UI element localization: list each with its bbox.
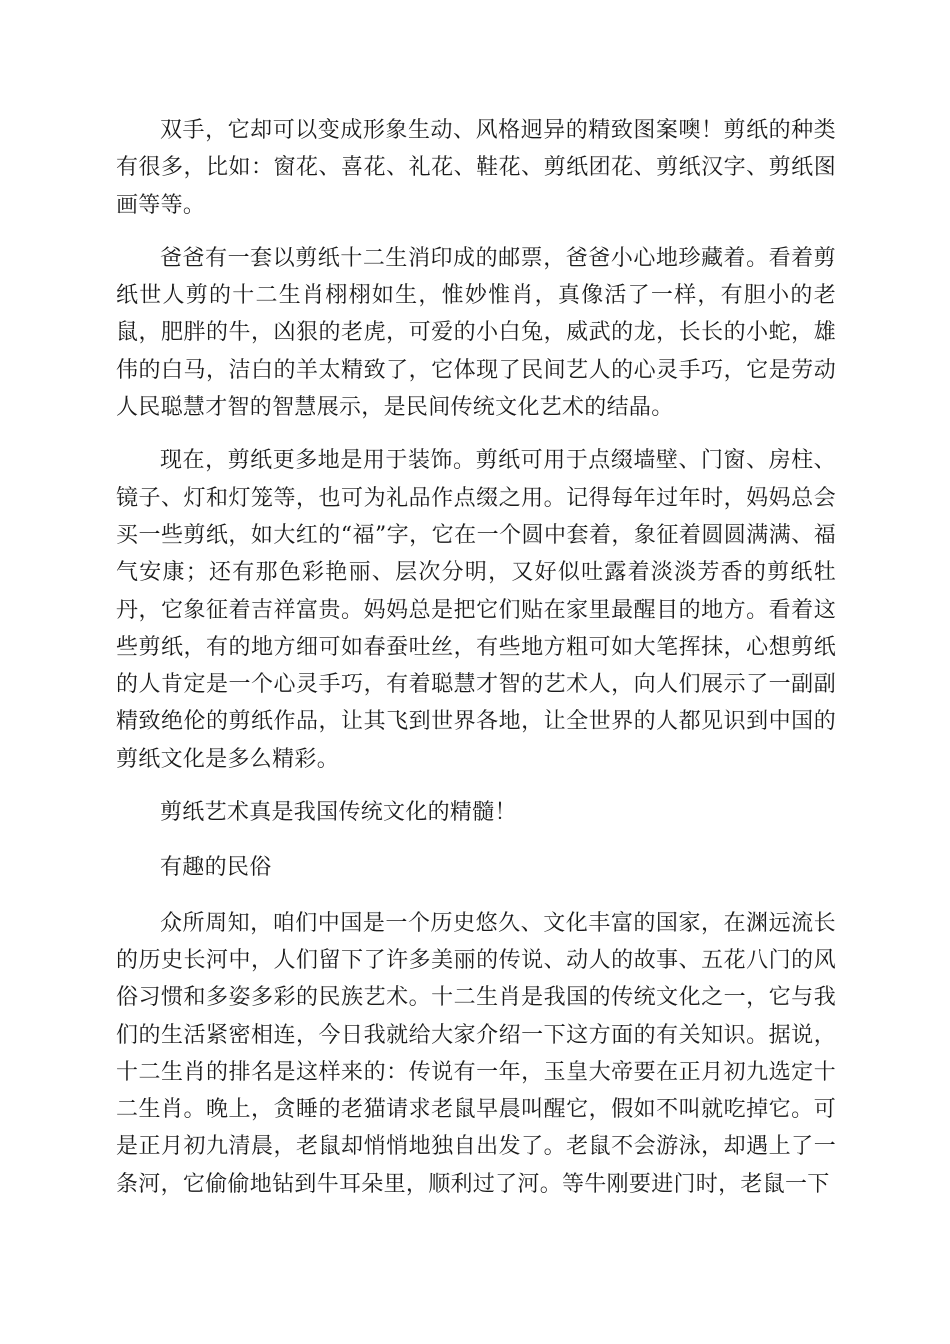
paragraph-papercut-essence: 剪纸艺术真是我国传统文化的精髓！: [160, 800, 517, 826]
paragraph-zodiac-legend: 众所周知，咱们中国是一个历史悠久、文化丰富的国家，在渊远流长的历史长河中，人们留下了许多美丽的传说、动人的故事、五花八门的风俗习惯和多姿多彩的民族艺术。十二生肖是我国的传统文化之一，它与我们的生活紧密相连，今日我就给大家介绍一下这方面的有关知识。据说，十二生肖的排名是这样来的：传说有一年，玉皇大帝要在正月初九选定十二生肖。晚上，贪睡的老猫请求老鼠早晨叫醒它，假如不叫就吃掉它。可是正月初九清晨，老鼠却悄悄地独自出发了。老鼠不会游泳，却遇上了一条河，它偷偷地钻到牛耳朵里，顺利过了河。等牛刚要进门时，老鼠一下: [116, 910, 836, 1197]
document-body: [116, 112, 836, 1219]
section-heading-folk-customs: 有趣的民俗: [160, 855, 272, 881]
paragraph-papercut-types: 双手，它却可以变成形象生动、风格迥异的精致图案噢！剪纸的种类有很多，比如：窗花、喜花、礼花、鞋花、剪纸团花、剪纸汉字、剪纸图画等等。: [116, 118, 836, 218]
paragraph-papercut-decoration: 现在，剪纸更多地是用于装饰。剪纸可用于点缀墙壁、门窗、房柱、镜子、灯和灯笼等，也可为礼品作点缀之用。记得每年过年时，妈妈总会买一些剪纸，如大红的“福”字，它在一个圆中套着，象征着圆圆满满、福气安康；还有那色彩艳丽、层次分明，又好似吐露着淡淡芳香的剪纸牡丹，它象征着吉祥富贵。妈妈总是把它们贴在家里最醒目的地方。看着这些剪纸，有的地方细可如春蚕吐丝，有些地方粗可如大笔挥抹，心想剪纸的人肯定是一个心灵手巧，有着聪慧才智的艺术人，向人们展示了一副副精致绝伦的剪纸作品，让其飞到世界各地，让全世界的人都见识到中国的剪纸文化是多么精彩。: [116, 448, 836, 772]
paragraph-zodiac-stamps: 爸爸有一套以剪纸十二生消印成的邮票，爸爸小心地珍藏着。看着剪纸世人剪的十二生肖栩栩如生，惟妙惟肖，真像活了一样，有胆小的老鼠，肥胖的牛，凶狠的老虎，可爱的小白兔，威武的龙，长长的小蛇，雄伟的白马，洁白的羊太精致了，它体现了民间艺人的心灵手巧，它是劳动人民聪慧才智的智慧展示，是民间传统文化艺术的结晶。: [116, 245, 836, 421]
